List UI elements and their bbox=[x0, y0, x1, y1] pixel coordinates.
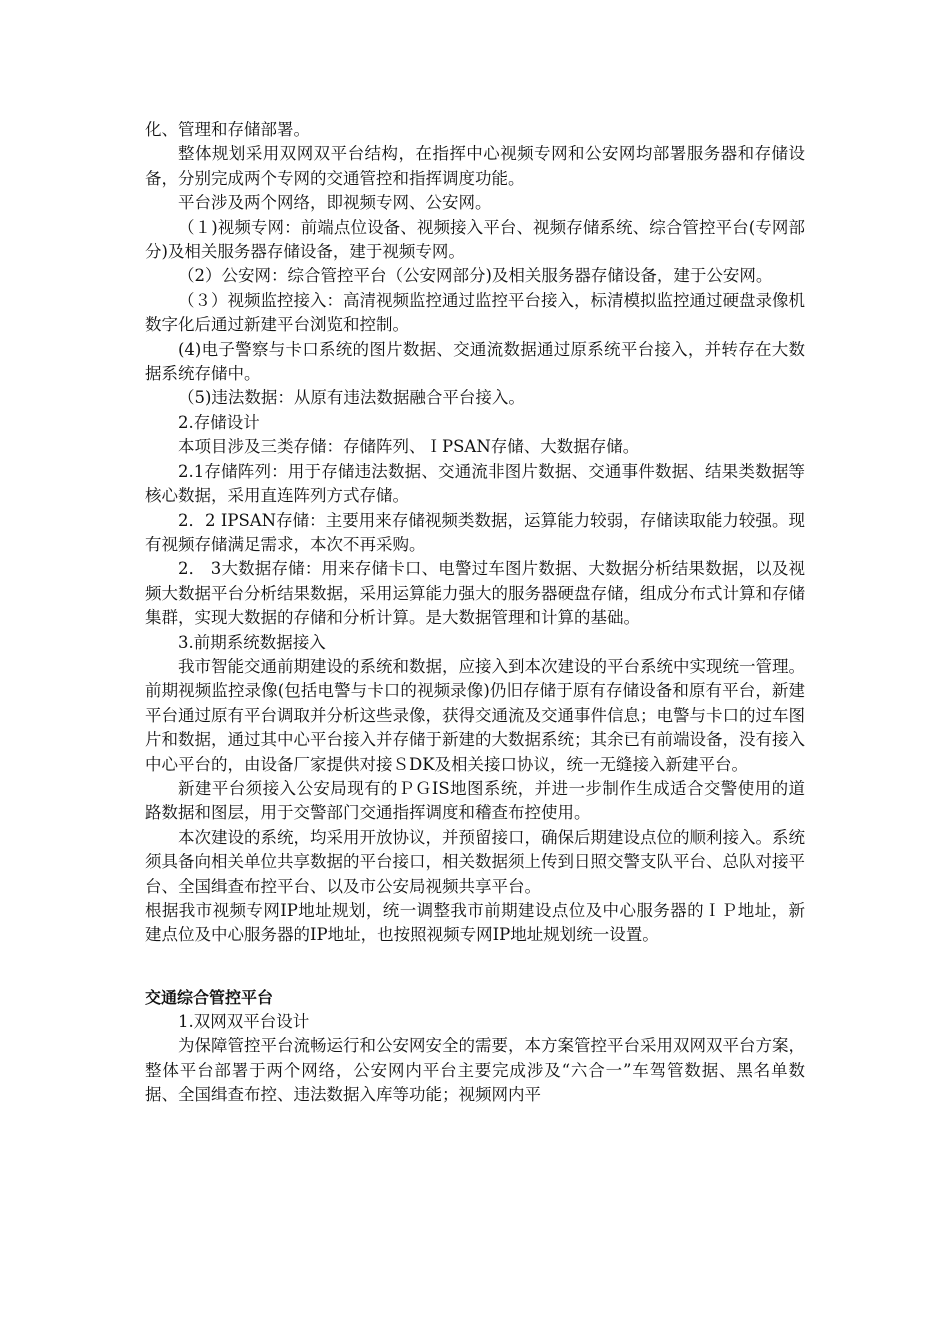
section-heading: 交通综合管控平台 bbox=[145, 987, 274, 1007]
paragraph: 化、管理和存储部署。 bbox=[145, 120, 310, 139]
paragraph: 本项目涉及三类存储：存储阵列、ＩPSAN存储、大数据存储。 bbox=[178, 437, 640, 457]
subheading-data-access: 3.前期系统数据接入 bbox=[178, 632, 326, 652]
paragraph: 根据我市视频专网IP地址规划，统一调整我市前期建设点位及中心服务器的ＩＰ地址，新建点位及中心服务器的IP地址，也按照视频专网IP地址规划统一设置。 bbox=[145, 901, 805, 945]
paragraph: 整体规划采用双网双平台结构，在指挥中心视频专网和公安网均部署服务器和存储设备，分别完成两个专网的交通管控和指挥调度功能。 bbox=[145, 144, 805, 188]
paragraph: 我市智能交通前期建设的系统和数据，应接入到本次建设的平台系统中实现统一管理。前期视频监控录像(包括电警与卡口的视频录像)仍旧存储于原有存储设备和原有平台，新建平台通过原有平台调取并分析这些录像，获得交通流及交通事件信息；电警与卡口的过车图片和数据，通过其中心平台接入并存储于新建的大数据系统；其余已有前端设备，没有接入中心平台的，由设备厂家提供对接ＳDK及相关接口协议，统一无缝接入新建平台。 bbox=[145, 656, 805, 774]
document-page bbox=[145, 118, 805, 1107]
paragraph: 平台涉及两个网络，即视频专网、公安网。 bbox=[178, 193, 492, 213]
paragraph: 2． 3大数据存储：用来存储卡口、电警过车图片数据、大数据分析结果数据，以及视频大数据平台分析结果数据，采用运算能力强大的服务器硬盘存储，组成分布式计算和存储集群，实现大数据的存储和分析计算。是大数据管理和计算的基础。 bbox=[145, 559, 805, 628]
paragraph: 新建平台须接入公安局现有的ＰＧIS地图系统，并进一步制作生成适合交警使用的道路数据和图层，用于交警部门交通指挥调度和稽查布控使用。 bbox=[145, 778, 805, 823]
paragraph: 2．2 IPSAN存储：主要用来存储视频类数据，运算能力较弱，存储读取能力较强。现有视频存储满足需求，本次不再采购。 bbox=[145, 510, 805, 554]
body-text-top bbox=[145, 118, 805, 948]
paragraph: (4)电子警察与卡口系统的图片数据、交通流数据通过原系统平台接入，并转存在大数据系统存储中。 bbox=[145, 339, 805, 384]
paragraph: （３）视频监控接入：高清视频监控通过监控平台接入，标清模拟监控通过硬盘录像机数字化后通过新建平台浏览和控制。 bbox=[145, 290, 805, 335]
subheading-dual-network: 1.双网双平台设计 bbox=[178, 1011, 310, 1031]
paragraph: （2）公安网：综合管控平台（公安网部分)及相关服务器存储设备，建于公安网。 bbox=[178, 266, 773, 286]
paragraph: 2.1存储阵列：用于存储违法数据、交通流非图片数据、交通事件数据、结果类数据等核心数据，采用直连阵列方式存储。 bbox=[145, 461, 805, 506]
paragraph: 为保障管控平台流畅运行和公安网安全的需要，本方案管控平台采用双网双平台方案，整体平台部署于两个网络，公安网内平台主要完成涉及“六合一”车驾管数据、黑名单数据、全国缉查布控、违法数据入库等功能；视频网内平 bbox=[145, 1036, 805, 1105]
body-text-bottom bbox=[145, 1010, 805, 1108]
paragraph: 本次建设的系统，均采用开放协议，并预留接口，确保后期建设点位的顺利接入。系统须具备向相关单位共享数据的平台接口，相关数据须上传到日照交警支队平台、总队对接平台、全国缉查布控平台、以及市公安局视频共享平台。 bbox=[145, 827, 805, 896]
subheading-storage-design: 2.存储设计 bbox=[178, 412, 260, 432]
paragraph: （5)违法数据：从原有违法数据融合平台接入。 bbox=[178, 388, 525, 408]
paragraph: （１)视频专网：前端点位设备、视频接入平台、视频存储系统、综合管控平台(专网部分)及相关服务器存储设备，建于视频专网。 bbox=[145, 217, 805, 262]
section-gap bbox=[145, 948, 805, 986]
